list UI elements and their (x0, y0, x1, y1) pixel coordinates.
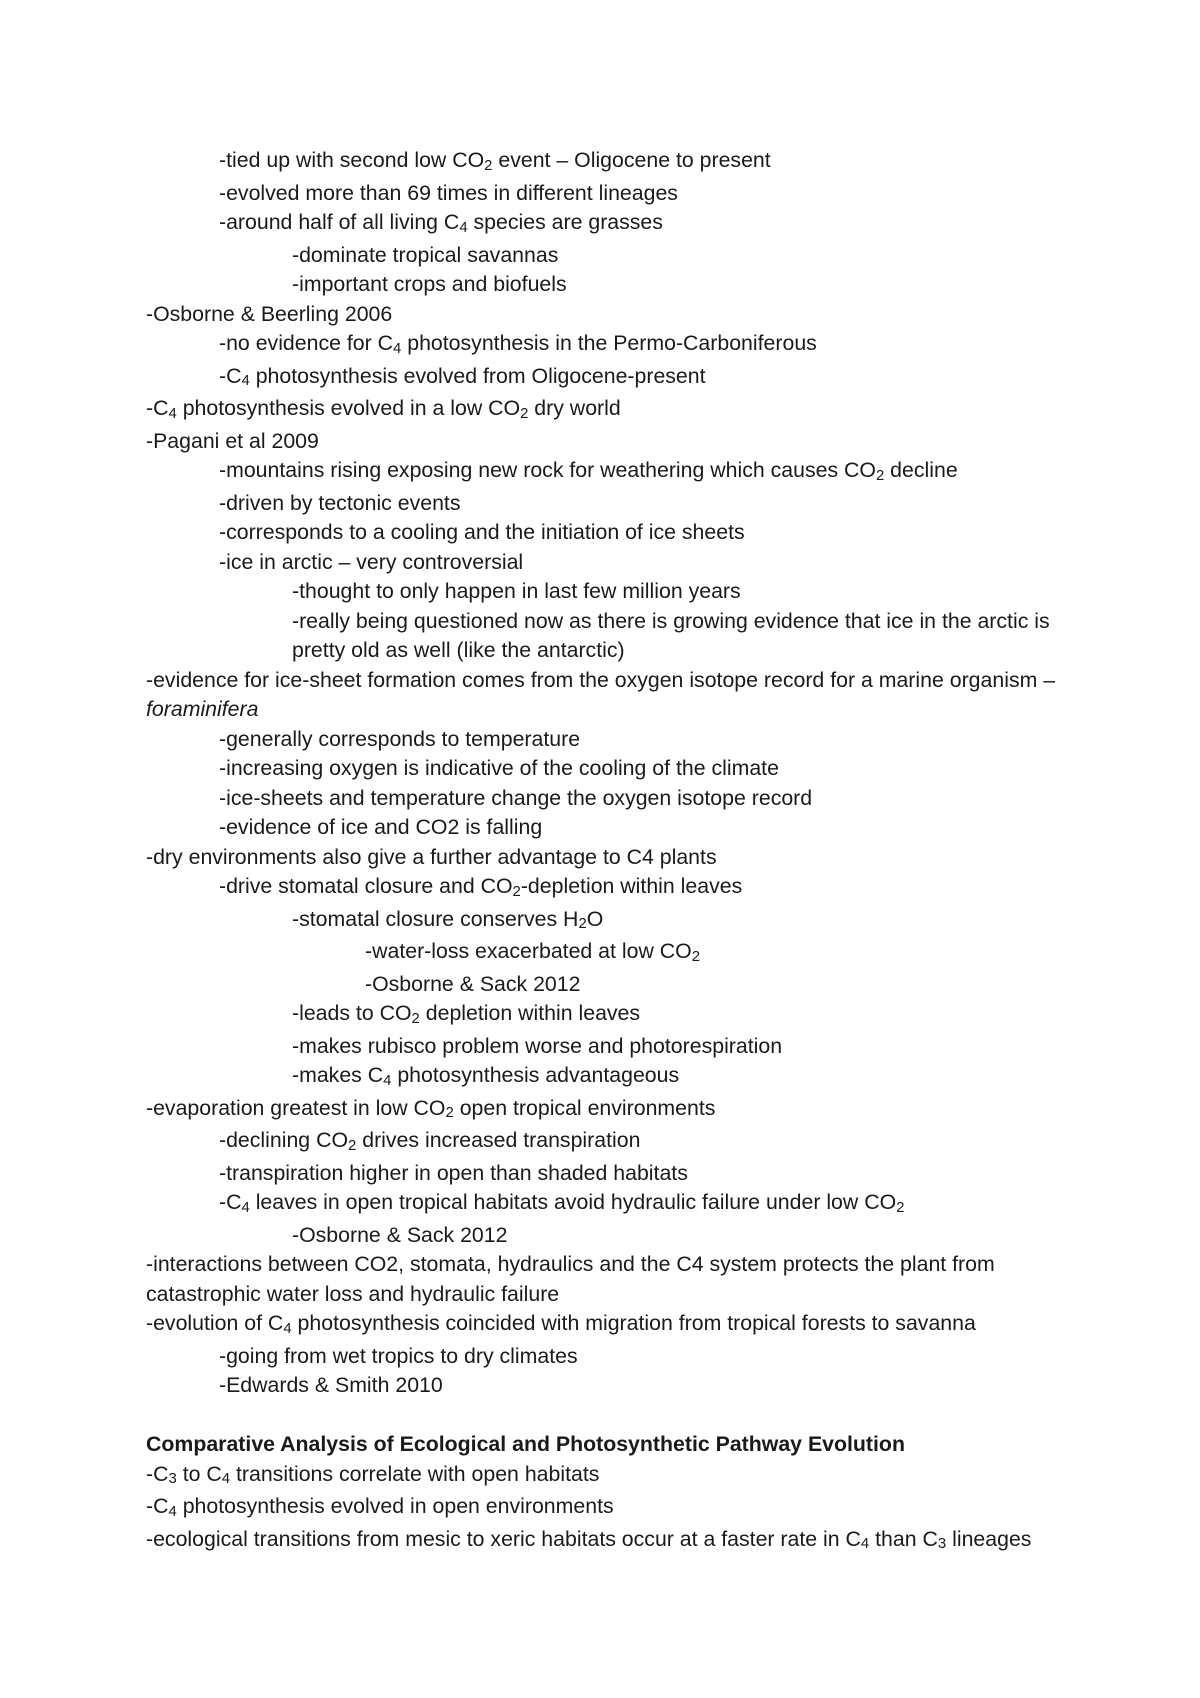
note-line (146, 1159, 1076, 1189)
note-text: -ice in arctic – very controversial (219, 549, 524, 574)
note-text: -corresponds to a cooling and the initiation of ice sheets (219, 520, 745, 544)
subscript: 3 (168, 1471, 177, 1488)
note-text: -generally corresponds to temperature (219, 726, 581, 751)
subscript: 2 (691, 948, 700, 965)
note-text: -evidence of ice and CO2 is falling (219, 815, 543, 839)
note-line (146, 241, 1076, 271)
note-text: -makes rubisco problem worse and photorespiration (292, 1033, 783, 1058)
note-line (146, 1250, 1076, 1309)
note-text: -dominate tropical savannas (292, 242, 559, 267)
note-line (146, 362, 1076, 395)
note-text: -declining CO (219, 1128, 349, 1152)
note-line (146, 270, 1076, 300)
note-text: -Osborne & Sack 2012 (365, 971, 581, 996)
note-text: -leads to CO (292, 1001, 412, 1025)
note-line (146, 1094, 1076, 1127)
section-spacer (146, 1401, 1076, 1431)
note-text: -depletion within leaves (520, 874, 743, 898)
italic-term: foraminifera (146, 697, 259, 721)
note-line (146, 1371, 1076, 1401)
subscript: 2 (445, 1105, 454, 1122)
note-text: event – Oligocene to present (492, 148, 771, 172)
note-text: photosynthesis evolved in open environments (176, 1494, 614, 1518)
note-text: photosynthesis coincided with migration from tropical forests to savanna (291, 1311, 976, 1335)
note-text: -evolution of C (146, 1311, 284, 1335)
note-line (146, 456, 1076, 489)
note-text: open tropical environments (453, 1095, 716, 1120)
subscript: 2 (348, 1137, 357, 1154)
note-line (146, 725, 1076, 755)
note-text: -really being questioned now as there is growing evidence that ice in the arctic is pretty old as well (like the antarctic) (292, 608, 1050, 662)
note-text: -mountains rising exposing new rock for weathering which causes CO (219, 458, 876, 482)
note-line (146, 300, 1076, 330)
note-text: -evaporation greatest in low CO (146, 1095, 446, 1120)
subscript: 3 (937, 1536, 947, 1553)
note-text: -makes C (292, 1063, 384, 1087)
note-text: photosynthesis in the Permo-Carboniferous (401, 331, 817, 355)
note-line (146, 1309, 1076, 1342)
note-text: -driven by tectonic events (219, 490, 461, 515)
note-text: drives increased transpiration (356, 1128, 641, 1152)
note-text: -ice-sheets and temperature change the oxygen isotope record (219, 785, 813, 810)
note-text: -Osborne & Sack 2012 (292, 1222, 508, 1247)
note-text: -stomatal closure conserves H (292, 906, 579, 931)
note-text: -transpiration higher in open than shaded habitats (219, 1160, 688, 1185)
note-line (146, 937, 1076, 970)
subscript: 2 (512, 883, 521, 900)
note-text: Comparative Analysis of Ecological and Photosynthetic Pathway Evolution (146, 1432, 905, 1456)
note-text: -tied up with second low CO (219, 148, 485, 172)
note-text: -around half of all living C (219, 210, 460, 234)
subscript: 4 (241, 1199, 250, 1216)
subscript: 2 (896, 1199, 905, 1216)
subscript: 4 (168, 1503, 177, 1520)
section-heading (146, 1430, 1076, 1460)
note-text: -C (146, 1461, 169, 1486)
subscript: 4 (393, 340, 402, 357)
note-text: -no evidence for C (219, 331, 394, 355)
note-line (146, 394, 1076, 427)
note-line (146, 905, 1076, 938)
note-text: -important crops and biofuels (292, 272, 567, 296)
note-text: transitions correlate with open habitats (230, 1461, 600, 1486)
note-text: dry world (528, 396, 621, 420)
note-text: -ecological transitions from mesic to xeric habitats occur at a faster rate in C (146, 1526, 861, 1551)
subscript: 2 (411, 1010, 420, 1027)
note-text: photosynthesis evolved from Oligocene-present (249, 363, 706, 388)
note-line (146, 1342, 1076, 1372)
note-line (146, 208, 1076, 241)
note-text: -drive stomatal closure and CO (219, 874, 513, 898)
note-text: -increasing oxygen is indicative of the cooling of the climate (219, 756, 779, 780)
subscript: 4 (168, 405, 177, 422)
note-line (146, 970, 1076, 1000)
note-text: than C (869, 1526, 938, 1551)
note-text: -going from wet tropics to dry climates (219, 1343, 578, 1368)
subscript: 4 (459, 219, 468, 236)
note-text: -water-loss exacerbated at low CO (365, 939, 692, 963)
note-text: -Edwards & Smith 2010 (219, 1373, 443, 1397)
subscript: 4 (283, 1320, 292, 1337)
note-line (146, 872, 1076, 905)
note-text: to C (176, 1461, 222, 1486)
note-text: -Pagani et al 2009 (146, 428, 319, 453)
subscript: 4 (241, 373, 250, 390)
note-text: -thought to only happen in last few million years (292, 579, 741, 603)
note-line (146, 1061, 1076, 1094)
note-text: -C (146, 1494, 169, 1518)
subscript: 2 (875, 467, 885, 484)
note-line (146, 813, 1076, 843)
note-line (146, 1460, 1076, 1493)
note-text: species are grasses (467, 210, 663, 234)
note-line (146, 843, 1076, 873)
subscript: 2 (578, 916, 587, 933)
note-text: -evolved more than 69 times in different lineages (219, 180, 678, 205)
note-text: lineages (946, 1526, 1032, 1551)
note-line (146, 607, 1076, 666)
note-line (146, 146, 1076, 179)
note-line (146, 1188, 1076, 1221)
subscript: 2 (484, 157, 493, 174)
notes-body (146, 146, 1076, 1557)
note-line (146, 666, 1076, 725)
note-line (146, 518, 1076, 548)
note-line (146, 754, 1076, 784)
note-text: -dry environments also give a further advantage to C4 plants (146, 844, 717, 869)
note-line (146, 329, 1076, 362)
note-line (146, 1221, 1076, 1251)
note-line (146, 999, 1076, 1032)
subscript: 4 (383, 1072, 392, 1089)
note-line (146, 489, 1076, 519)
note-text: -evidence for ice-sheet formation comes from the oxygen isotope record for a marine organism – (146, 667, 1056, 692)
note-text: -C (219, 1190, 242, 1214)
note-line (146, 577, 1076, 607)
note-text: O (586, 906, 604, 931)
note-line (146, 1492, 1076, 1525)
subscript: 4 (221, 1471, 231, 1488)
note-line (146, 1032, 1076, 1062)
note-line (146, 1525, 1076, 1558)
note-text: decline (884, 458, 958, 482)
note-line (146, 427, 1076, 457)
note-text: depletion within leaves (419, 1001, 641, 1025)
note-line (146, 179, 1076, 209)
note-text: photosynthesis advantageous (391, 1063, 680, 1087)
note-line (146, 548, 1076, 578)
note-line (146, 1126, 1076, 1159)
note-text: -C (146, 396, 169, 420)
subscript: 2 (520, 405, 529, 422)
note-text: photosynthesis evolved in a low CO (176, 396, 521, 420)
subscript: 4 (860, 1536, 870, 1553)
note-text: -interactions between CO2, stomata, hydraulics and the C4 system protects the plant from catastrophic water loss and hydraulic failure (146, 1252, 995, 1306)
note-text: -Osborne & Beerling 2006 (146, 301, 393, 326)
note-line (146, 784, 1076, 814)
note-text: leaves in open tropical habitats avoid hydraulic failure under low CO (249, 1190, 897, 1214)
note-text: -C (219, 363, 242, 388)
